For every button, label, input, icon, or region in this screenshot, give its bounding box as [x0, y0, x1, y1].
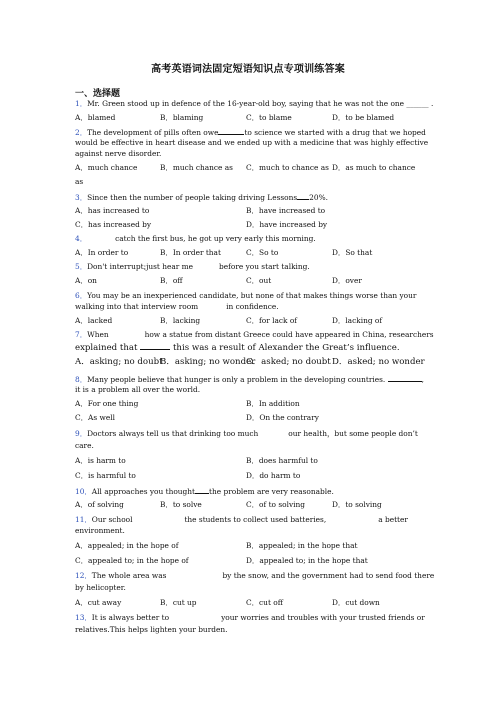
- question-7-line-2: [75, 342, 400, 353]
- question-text: how a statue from distant Greece could have appeared in China, researchers: [144, 330, 434, 339]
- question-number: 11．: [75, 515, 92, 524]
- option-a: A．is harm to: [75, 456, 126, 465]
- option-b: B．appealed; in the hope that: [246, 541, 358, 550]
- answer-blank: [326, 515, 378, 522]
- option-a: A．asking; no doubt: [75, 357, 163, 367]
- question-text: our health，but some people don’t: [288, 429, 418, 438]
- option-d: D．to solving: [332, 500, 382, 509]
- question-text: 20%.: [309, 193, 328, 202]
- option-c: C．asked; no doubt: [246, 357, 331, 367]
- option-d: D．cut down: [332, 598, 380, 607]
- question-number: 6．: [75, 291, 88, 300]
- question-text: You may be an inexperienced candidate, but none of that makes things worse than your: [87, 291, 417, 300]
- question-number: 7．: [75, 330, 88, 339]
- option-d: D．appealed to; in the hope that: [246, 556, 368, 565]
- question-text: Don't interrupt;just hear me: [87, 262, 194, 271]
- answer-blank: [132, 515, 184, 522]
- option-c: C．much to chance as: [246, 163, 329, 172]
- option-b: B．asking; no wonder: [160, 357, 256, 367]
- answer-blank: ______: [406, 99, 429, 108]
- question-3: [75, 192, 328, 203]
- document-title: 高考英语词法固定短语知识点专项训练答案: [151, 64, 345, 75]
- option-c: C．out: [246, 276, 272, 285]
- question-12: [75, 571, 434, 581]
- question-9-line-2: care.: [75, 441, 94, 450]
- question-text: When: [87, 330, 109, 339]
- question-number: 8．: [75, 375, 88, 384]
- answer-blank: [388, 374, 422, 382]
- option-b: B．off: [160, 276, 183, 285]
- option-a: A．lacked: [75, 316, 113, 325]
- option-b: B．to solve: [160, 500, 202, 509]
- question-7: [75, 330, 434, 340]
- question-text: your worries and troubles with your trusted friends or: [221, 613, 425, 622]
- question-8: [75, 374, 424, 385]
- option-d: D．over: [332, 276, 362, 285]
- question-number: 10．: [75, 487, 92, 496]
- answer-blank: [198, 302, 226, 309]
- option-b: B．have increased to: [246, 206, 326, 215]
- answer-blank: [193, 262, 219, 269]
- question-text: Doctors always tell us that drinking too much: [87, 429, 259, 438]
- option-d: D．to be blamed: [332, 113, 395, 122]
- option-c: C．to blame: [246, 113, 292, 122]
- option-d: D．So that: [332, 248, 373, 257]
- question-11: [75, 515, 408, 525]
- question-text: All approaches you thought: [91, 487, 196, 496]
- option-a: A．appealed; in the hope of: [75, 541, 179, 550]
- option-d: D．have increased by: [246, 220, 328, 229]
- option-b: B．cut up: [160, 598, 197, 607]
- option-c: C．As well: [75, 413, 115, 422]
- question-13-line-2: relatives.This helps lighten your burden.: [75, 625, 228, 634]
- question-10: [75, 486, 334, 497]
- section-heading: 一、选择题: [75, 89, 121, 99]
- answer-blank: [109, 330, 145, 337]
- option-d: D．do harm to: [246, 471, 301, 480]
- question-2: [75, 127, 426, 138]
- answer-blank: [218, 127, 244, 135]
- question-6: [75, 291, 416, 301]
- option-d: D．as much to chance: [332, 163, 416, 172]
- answer-blank: [166, 571, 222, 578]
- question-12-line-2: by helicopter.: [75, 583, 126, 592]
- question-number: 5．: [75, 262, 88, 271]
- question-13: [75, 613, 425, 623]
- question-9: [75, 429, 418, 439]
- question-text: before you start talking.: [219, 262, 310, 271]
- question-text: this was a result of Alexander the Great’s influence.: [172, 343, 400, 353]
- question-number: 4．: [75, 234, 88, 243]
- question-text: catch the first bus, he got up very early this morning.: [115, 234, 316, 243]
- question-8-line-2: it is a problem all over the world.: [75, 385, 201, 394]
- option-a: A．has increased to: [75, 206, 150, 215]
- question-5: [75, 262, 310, 272]
- question-number: 9．: [75, 429, 88, 438]
- question-text: in confidence.: [226, 302, 279, 311]
- question-text: to science we started with a drug that we hoped: [244, 128, 426, 137]
- question-1: [75, 99, 433, 109]
- option-c: C．of to solving: [246, 500, 305, 509]
- question-text: Since then the number of people taking driving Lessons: [87, 193, 298, 202]
- option-c: C．So to: [246, 248, 279, 257]
- option-c: C．cut off: [246, 598, 283, 607]
- question-text: ,: [421, 375, 424, 384]
- option-c: C．appealed to; in the hope of: [75, 556, 189, 565]
- option-d: D．On the contrary: [246, 413, 319, 422]
- option-b: B．In addition: [246, 399, 300, 408]
- question-text: by the snow, and the government had to send food there: [222, 571, 435, 580]
- question-text: Many people believe that hunger is only a problem in the developing countries.: [87, 375, 386, 384]
- question-text: walking into that interview room: [75, 302, 199, 311]
- option-c: C．is harmful to: [75, 471, 136, 480]
- option-b: B．lacking: [160, 316, 201, 325]
- option-d: D．lacking of: [332, 316, 383, 325]
- question-2-line-3: against nerve disorder.: [75, 149, 162, 158]
- option-c: C．for lack of: [246, 316, 298, 325]
- answer-blank: [140, 342, 170, 350]
- option-d-wrap: as: [75, 177, 84, 186]
- option-c: C．has increased by: [75, 220, 152, 229]
- option-a: A．of solving: [75, 500, 124, 509]
- option-a: A．cut away: [75, 598, 122, 607]
- question-4: [75, 234, 316, 244]
- question-6-line-2: [75, 302, 279, 312]
- answer-blank: [87, 234, 115, 241]
- option-b: B．does harmful to: [246, 456, 318, 465]
- answer-blank: [258, 429, 288, 436]
- answer-blank: [297, 192, 309, 200]
- question-text: the problem are very reasonable.: [209, 487, 334, 496]
- question-text: explained that: [75, 343, 138, 353]
- option-b: B．much chance as: [160, 163, 233, 172]
- question-11-line-2: environment.: [75, 526, 125, 535]
- question-number: 1．: [75, 99, 88, 108]
- option-a: A．on: [75, 276, 97, 285]
- option-b: B．blaming: [160, 113, 204, 122]
- question-number: 13．: [75, 613, 92, 622]
- option-a: A．In order to: [75, 248, 129, 257]
- question-text: a better: [378, 515, 408, 524]
- answer-blank: [195, 486, 209, 494]
- question-text: Our school: [91, 515, 133, 524]
- question-number: 2．: [75, 128, 88, 137]
- option-a: A．For one thing: [75, 399, 139, 408]
- question-text-end: .: [430, 99, 434, 108]
- question-text: It is always better to: [91, 613, 170, 622]
- question-number: 12．: [75, 571, 92, 580]
- option-a: A．much chance: [75, 163, 138, 172]
- question-2-line-2: would be effective in heart disease and we ended up with a medicine that was highly effective: [75, 138, 429, 147]
- answer-blank: [169, 613, 221, 620]
- question-text: Mr. Green stood up in defence of the 16-year-old boy, saying that he was not the one: [87, 99, 405, 108]
- option-a: A．blamed: [75, 113, 116, 122]
- question-text: the students to collect used batteries,: [184, 515, 327, 524]
- option-d: D．asked; no wonder: [332, 357, 425, 367]
- question-text: The whole area was: [91, 571, 167, 580]
- question-text: The development of pills often owe: [87, 128, 219, 137]
- question-number: 3．: [75, 193, 88, 202]
- option-b: B．In order that: [160, 248, 221, 257]
